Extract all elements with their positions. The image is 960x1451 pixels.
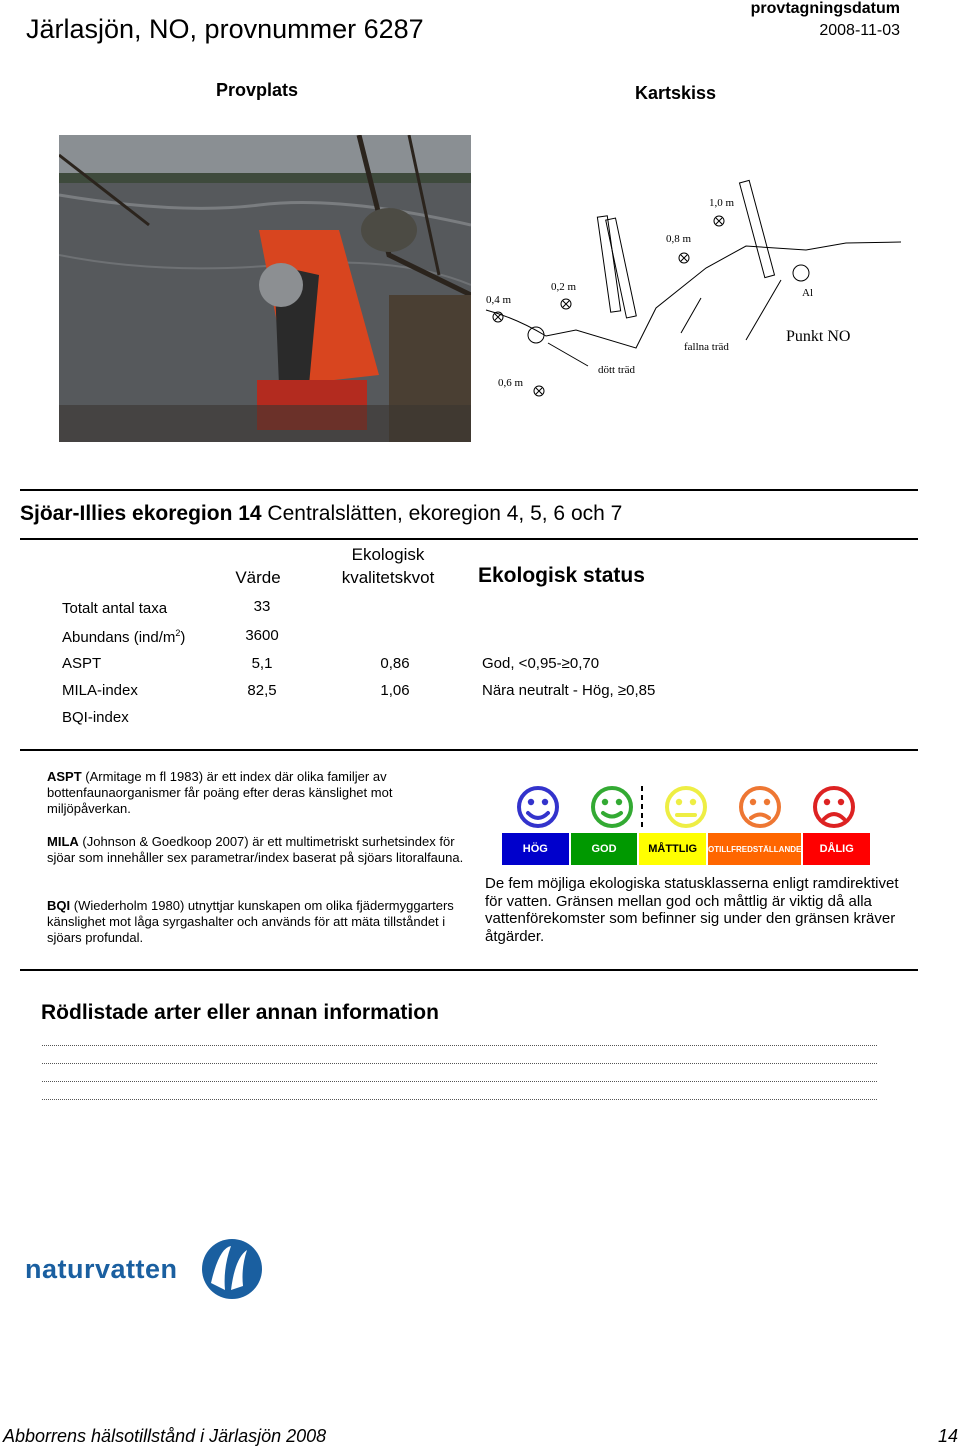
map-label-fallna: fallna träd — [684, 341, 729, 353]
map-label-0-4m: 0,4 m — [486, 294, 512, 306]
map-label-al: Al — [802, 287, 813, 299]
row-label: MILA-index — [62, 682, 138, 699]
status-class-hog: HÖG — [502, 833, 569, 865]
divider — [20, 538, 918, 540]
neutral-face-icon — [667, 788, 705, 826]
status-scale — [502, 833, 870, 865]
date-label: provtagningsdatum — [750, 0, 900, 17]
page-number: 14 — [937, 1426, 958, 1446]
blank-line — [42, 1099, 877, 1100]
map-label-punkt: Punkt NO — [786, 328, 851, 345]
col-header-eqr-1: Ekologisk — [351, 545, 425, 564]
ecoregion-heading: Sjöar-Illies ekoregion 14 Centralslätten, ekoregion 4, 5, 6 och 7 — [20, 502, 623, 525]
map-label-0-6m: 0,6 m — [498, 377, 524, 389]
row-value: 33 — [253, 598, 271, 615]
row-label: ASPT — [62, 655, 102, 672]
col-header-value: Värde — [235, 568, 281, 587]
map-label-0-2m: 0,2 m — [551, 281, 577, 293]
status-class-god: GOD — [571, 833, 638, 865]
status-description: De fem möjliga ekologiska statusklasserna enligt ramdirektivet för vatten. Gränsen mellan god och måttlig är viktig då alla vattenförekomster som befinner sig under den gränsen kräver åtgärder. — [485, 875, 899, 945]
status-faces — [510, 782, 870, 832]
blank-line — [42, 1063, 877, 1064]
sad-face-icon — [741, 788, 779, 826]
blank-line — [42, 1081, 877, 1082]
aspt-description: ASPT (Armitage m fl 1983) är ett index där olika familjer av bottenfaunaorganismer får poäng efter deras känslighet mot miljöpåverkan. — [47, 769, 393, 816]
col-header-eqr-2: kvalitetskvot — [341, 568, 435, 587]
smile-face-icon — [593, 788, 631, 826]
row-status: Nära neutralt - Hög, ≥0,85 — [482, 682, 656, 699]
page-title: Järlasjön, NO, provnummer 6287 — [26, 14, 424, 44]
row-label: BQI-index — [62, 709, 129, 726]
map-label-dott: dött träd — [598, 364, 635, 376]
row-eqr: 1,06 — [380, 682, 410, 699]
happy-face-icon — [519, 788, 557, 826]
status-class-dalig: DÅLIG — [803, 833, 870, 865]
footer-report-title: Abborrens hälsotillstånd i Järlasjön 2008 — [3, 1426, 327, 1446]
kartskiss-heading: Kartskiss — [635, 83, 717, 103]
row-value: 5,1 — [251, 655, 273, 672]
provplats-heading: Provplats — [216, 80, 299, 100]
bqi-description: BQI (Wiederholm 1980) utnyttjar kunskapen om olika fjädermyggarters känslighet mot låga syrgashalter och används för att mäta tillståndet i sjöars profundal. — [47, 898, 454, 945]
status-class-otillfredstallande: OTILLFREDSTÄLLANDE — [708, 833, 801, 865]
row-status: God, <0,95-≥0,70 — [482, 655, 600, 672]
map-label-1-0m: 1,0 m — [709, 197, 735, 209]
map-sketch — [476, 168, 906, 408]
naturvatten-logo: naturvatten — [25, 1238, 265, 1302]
col-header-status: Ekologisk status — [478, 564, 645, 587]
map-label-0-8m: 0,8 m — [666, 233, 692, 245]
row-eqr: 0,86 — [380, 655, 410, 672]
sampling-site-photo — [59, 135, 471, 442]
mila-description: MILA (Johnson & Goedkoop 2007) är ett multimetriskt surhetsindex för sjöar som innehåller sex parametrar/index baserat på sjöars litoralfauna. — [47, 834, 464, 865]
divider — [20, 489, 918, 491]
status-class-mattlig: MÅTTLIG — [639, 833, 706, 865]
date-value: 2008-11-03 — [819, 22, 900, 39]
row-label: Totalt antal taxa — [62, 600, 168, 617]
logo-mark — [201, 1238, 263, 1300]
row-value: 82,5 — [247, 682, 277, 699]
redlist-heading: Rödlistade arter eller annan information — [41, 1001, 439, 1024]
row-label: Abundans $(ind/m^2)$ — [62, 628, 186, 646]
blank-line — [42, 1045, 877, 1046]
divider — [20, 969, 918, 971]
very-sad-face-icon — [815, 788, 853, 826]
divider — [20, 749, 918, 751]
row-value: 3600 — [245, 627, 279, 644]
